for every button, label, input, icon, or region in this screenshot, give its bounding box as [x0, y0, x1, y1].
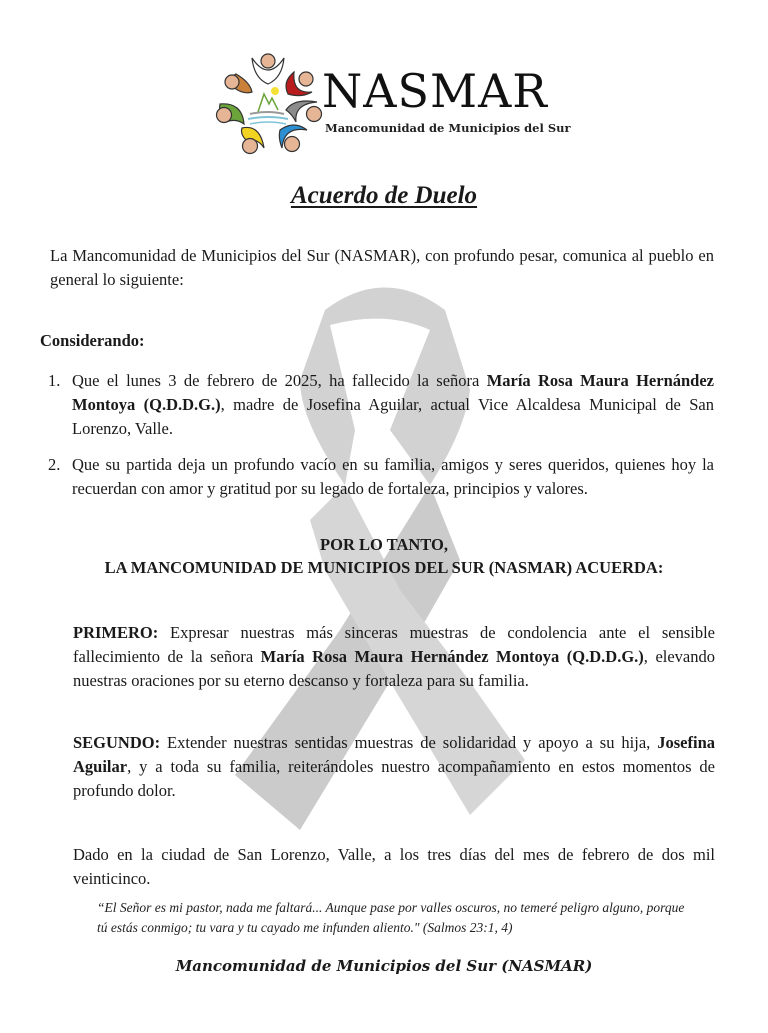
resolution-text-pre: Expresar nuestras más sinceras muestras de condolencia ante el sensible fallecimiento de la señora [73, 623, 715, 666]
considerando-heading: Considerando: [40, 331, 145, 350]
nasmar-logo-icon [212, 52, 324, 158]
document-title: Acuerdo de Duelo [290, 182, 478, 209]
intro-paragraph: La Mancomunidad de Municipios del Sur (NASMAR), con profundo pesar, comunica al pueblo en general lo siguiente: [50, 246, 714, 289]
consideration-item-2 [48, 453, 714, 501]
item-number: 1. [48, 371, 61, 390]
footer-signature: Mancomunidad de Municipios del Sur (NASMAR) [175, 957, 593, 975]
item-text-pre: Que el lunes 3 de febrero de 2025, ha fallecido la señora [72, 371, 487, 390]
consideration-item-1 [48, 369, 714, 441]
daughter-name: Josefina Aguilar [73, 733, 715, 776]
item-text-post: , madre de Josefina Aguilar, actual Vice Alcaldesa Municipal de San Lorenzo, Valle. [72, 395, 714, 438]
item-text: Que su partida deja un profundo vacío en su familia, amigos y seres queridos, quienes hoy la recuerdan con amor y gratitud por su legado de fortaleza, principios y valores. [72, 455, 714, 498]
brand-subtitle: Mancomunidad de Municipios del Sur [325, 121, 571, 135]
deceased-name: María Rosa Maura Hernández Montoya (Q.D.D.G.) [72, 371, 714, 414]
resolution-segundo [73, 731, 715, 803]
acuerda-heading: LA MANCOMUNIDAD DE MUNICIPIOS DEL SUR (NASMAR) ACUERDA: [104, 558, 664, 577]
por-lo-tanto-heading: POR LO TANTO, [320, 535, 448, 554]
brand-name: NASMAR [322, 64, 548, 118]
dado-paragraph: Dado en la ciudad de San Lorenzo, Valle, a los tres días del mes de febrero de dos mil veinticinco. [73, 845, 715, 888]
resolution-label: PRIMERO: [73, 623, 159, 642]
psalm-quote: “El Señor es mi pastor, nada me faltará... Aunque pase por valles oscuros, no temeré peligro alguno, porque tú estás conmigo; tu vara y tu cayado me infunden aliento." (Salmos 23:1, 4) [97, 900, 685, 935]
resolution-text-post: , y a toda su familia, reiterándoles nuestro acompañamiento en estos momentos de profundo dolor. [73, 757, 715, 800]
resolution-text-pre: Extender nuestras sentidas muestras de solidaridad y apoyo a su hija, [160, 733, 658, 752]
deceased-name: María Rosa Maura Hernández Montoya (Q.D.D.G.) [260, 647, 644, 666]
resolution-label: SEGUNDO: [73, 733, 161, 752]
resolution-primero [73, 621, 715, 693]
resolution-text-post: , elevando nuestras oraciones por su eterno descanso y fortaleza para su familia. [73, 647, 715, 690]
item-number: 2. [48, 455, 61, 474]
